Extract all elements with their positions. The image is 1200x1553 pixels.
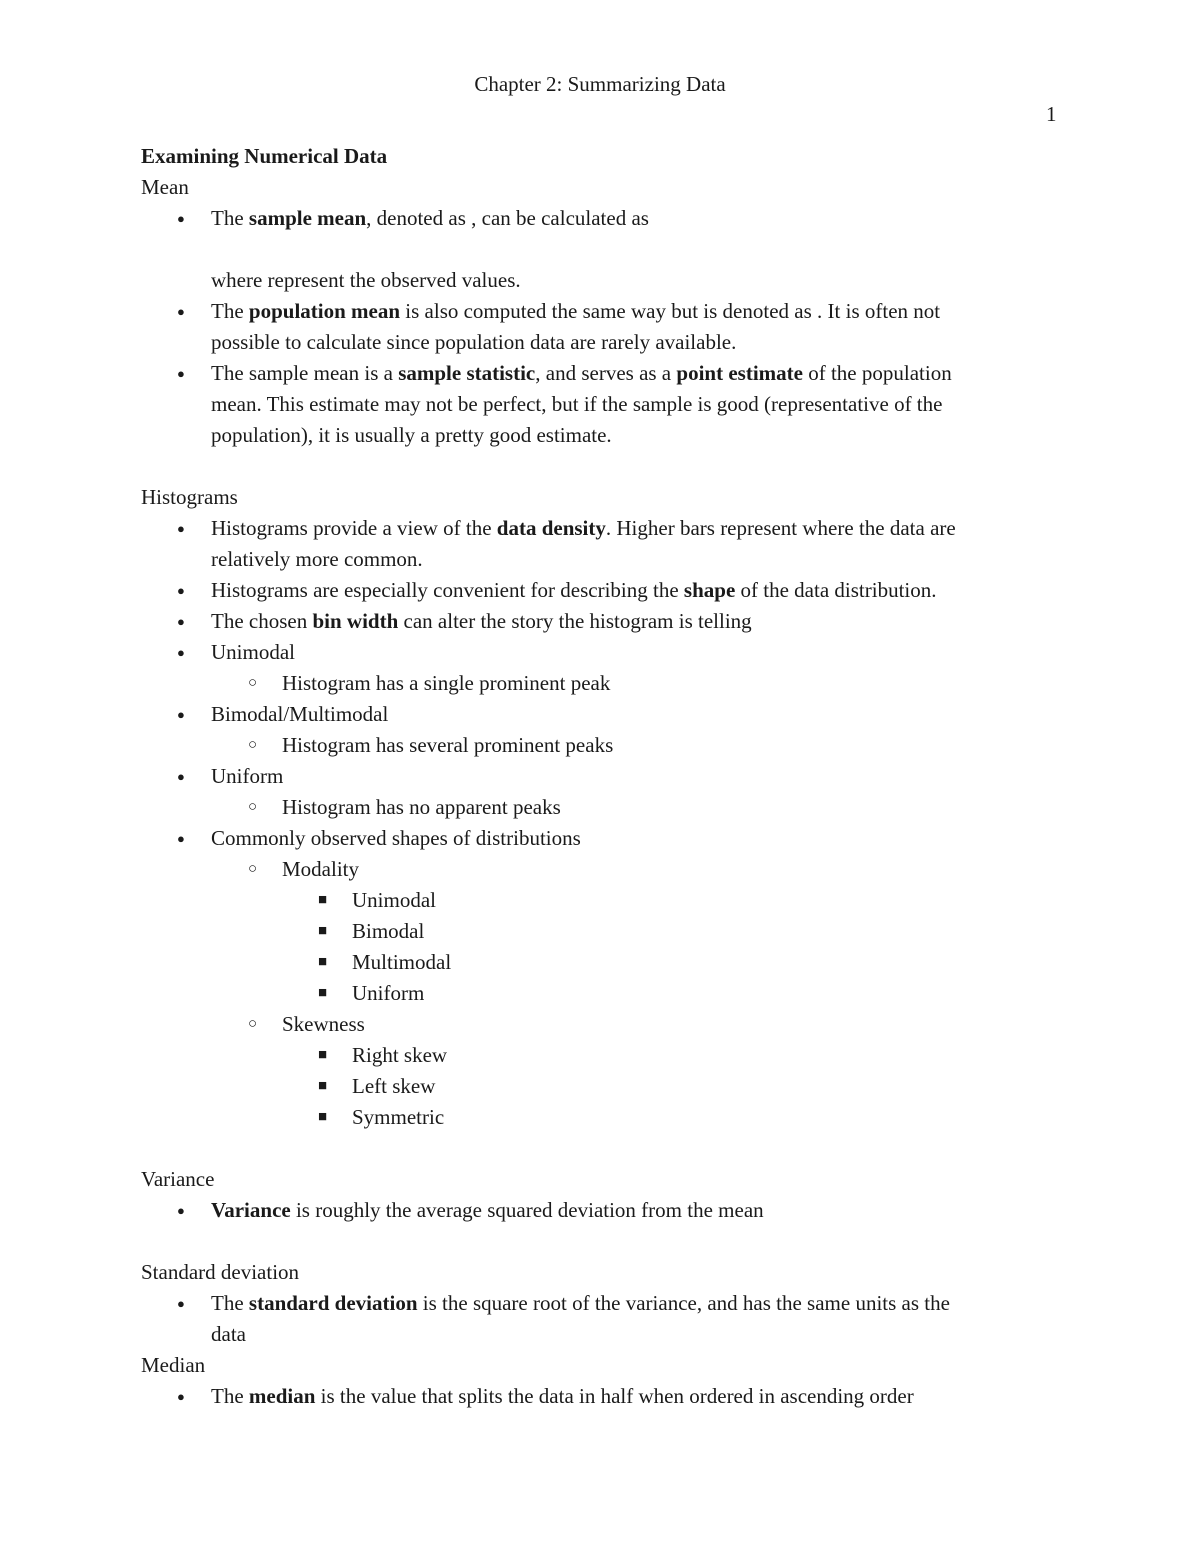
list-item: ○ Histogram has a single prominent peak — [141, 668, 1061, 699]
mean-bullet-continuation: mean. This estimate may not be perfect, but if the sample is good (representative of the — [211, 392, 943, 416]
histograms-bullet-density: ● Histograms provide a view of the data density. Higher bars represent where the data are — [141, 513, 1061, 544]
mean-bullet-continuation: possible to calculate since population data are rarely available. — [211, 330, 737, 354]
variance-bullet: ● Variance is roughly the average squared deviation from the mean — [141, 1195, 1061, 1226]
mean-bullet-population-mean: ● The population mean is also computed the same way but is denoted as . It is often not — [141, 296, 1061, 327]
sd-heading: Standard deviation — [141, 1260, 300, 1284]
list-item: ○ Modality — [141, 854, 1061, 885]
histograms-bullet-shape: ● Histograms are especially convenient for describing the shape of the data distribution. — [141, 575, 1061, 606]
list-item: ● Bimodal/Multimodal — [141, 699, 1061, 730]
document-body — [141, 141, 1061, 1412]
section-heading: Examining Numerical Data — [141, 144, 388, 168]
histograms-bullet-continuation: relatively more common. — [211, 547, 423, 571]
mean-bullet-point-estimate: ● The sample mean is a sample statistic, and serves as a point estimate of the population — [141, 358, 1061, 389]
histograms-heading: Histograms — [141, 485, 238, 509]
mean-bullet-continuation: where represent the observed values. — [211, 268, 521, 292]
list-item: ■ Uniform — [141, 978, 1061, 1009]
list-item: ● Unimodal — [141, 637, 1061, 668]
list-item: ○ Skewness — [141, 1009, 1061, 1040]
formula-gap — [141, 234, 1061, 265]
list-item: ■ Multimodal — [141, 947, 1061, 978]
list-item: ■ Right skew — [141, 1040, 1061, 1071]
mean-bullet-sample-mean: ● The sample mean, denoted as , can be calculated as — [141, 203, 1061, 234]
list-item: ● Commonly observed shapes of distributions — [141, 823, 1061, 854]
list-item: ● Uniform — [141, 761, 1061, 792]
page-number: 1 — [1046, 102, 1057, 126]
list-item: ○ Histogram has no apparent peaks — [141, 792, 1061, 823]
median-heading: Median — [141, 1353, 206, 1377]
list-item: ■ Unimodal — [141, 885, 1061, 916]
mean-heading: Mean — [141, 175, 189, 199]
list-item: ■ Left skew — [141, 1071, 1061, 1102]
running-header: Chapter 2: Summarizing Data — [474, 72, 726, 96]
list-item: ■ Symmetric — [141, 1102, 1061, 1133]
variance-heading: Variance — [141, 1167, 215, 1191]
sd-bullet-continuation: data — [211, 1322, 246, 1346]
median-bullet: ● The median is the value that splits the data in half when ordered in ascending order — [141, 1381, 1061, 1412]
histograms-bullet-bin-width: ● The chosen bin width can alter the story the histogram is telling — [141, 606, 1061, 637]
list-item: ○ Histogram has several prominent peaks — [141, 730, 1061, 761]
sd-bullet: ● The standard deviation is the square root of the variance, and has the same units as the — [141, 1288, 1061, 1319]
mean-bullet-continuation: population), it is usually a pretty good estimate. — [211, 423, 612, 447]
list-item: ■ Bimodal — [141, 916, 1061, 947]
